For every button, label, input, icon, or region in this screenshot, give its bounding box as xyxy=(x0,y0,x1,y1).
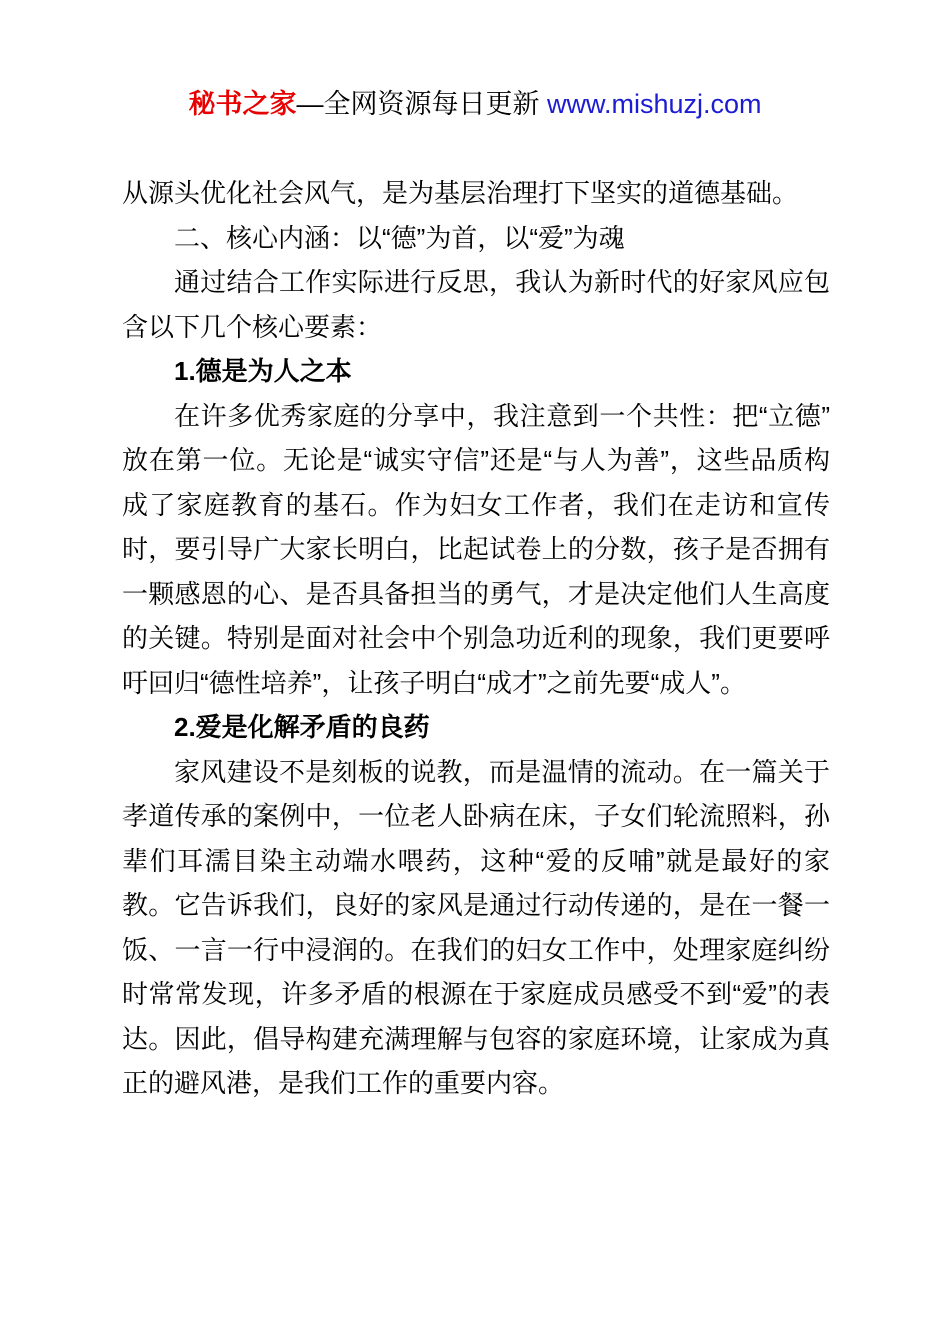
site-brand: 秘书之家 xyxy=(188,89,297,119)
subheading-1: 1.德是为人之本 xyxy=(174,356,352,386)
paragraph-continuation: 从源头优化社会风气，是为基层治理打下坚实的道德基础。 xyxy=(122,178,799,208)
document-body xyxy=(122,171,830,1106)
section-title: 二、核心内涵：以“德”为首，以“爱”为魂 xyxy=(174,222,625,253)
body-paragraph-1: 在许多优秀家庭的分享中，我注意到一个共性：把“立德”放在第一位。无论是“诚实守信”还是“与人为善”，这些品质构成了家庭教育的基石。作为妇女工作者，我们在走访和宣传时，要引导广大家长明白，比起试卷上的分数，孩子是否拥有一颗感恩的心、是否具备担当的勇气，才是决定他们人生高度的关键。特别是面对社会中个别急功近利的现象，我们更要呼吁回归“德性培养”，让孩子明白“成才”之前先要“成人”。 xyxy=(122,400,830,698)
subheading-2: 2.爱是化解矛盾的良药 xyxy=(174,712,430,742)
body-paragraph-2: 家风建设不是刻板的说教，而是温情的流动。在一篇关于孝道传承的案例中，一位老人卧病在床，子女们轮流照料，孙辈们耳濡目染主动端水喂药，这种“爱的反哺”就是最好的家教。它告诉我们，良好的家风是通过行动传递的，是在一餐一饭、一言一行中浸润的。在我们的妇女工作中，处理家庭纠纷时常常发现，许多矛盾的根源在于家庭成员感受不到“爱”的表达。因此，倡导构建充满理解与包容的家庭环境，让家成为真正的避风港，是我们工作的重要内容。 xyxy=(122,756,830,1098)
page-header xyxy=(0,88,950,120)
site-tagline: —全网资源每日更新 xyxy=(296,89,547,119)
intro-paragraph: 通过结合工作实际进行反思，我认为新时代的好家风应包含以下几个核心要素： xyxy=(122,267,830,342)
site-url-link[interactable]: www.mishuzj.com xyxy=(546,89,762,119)
